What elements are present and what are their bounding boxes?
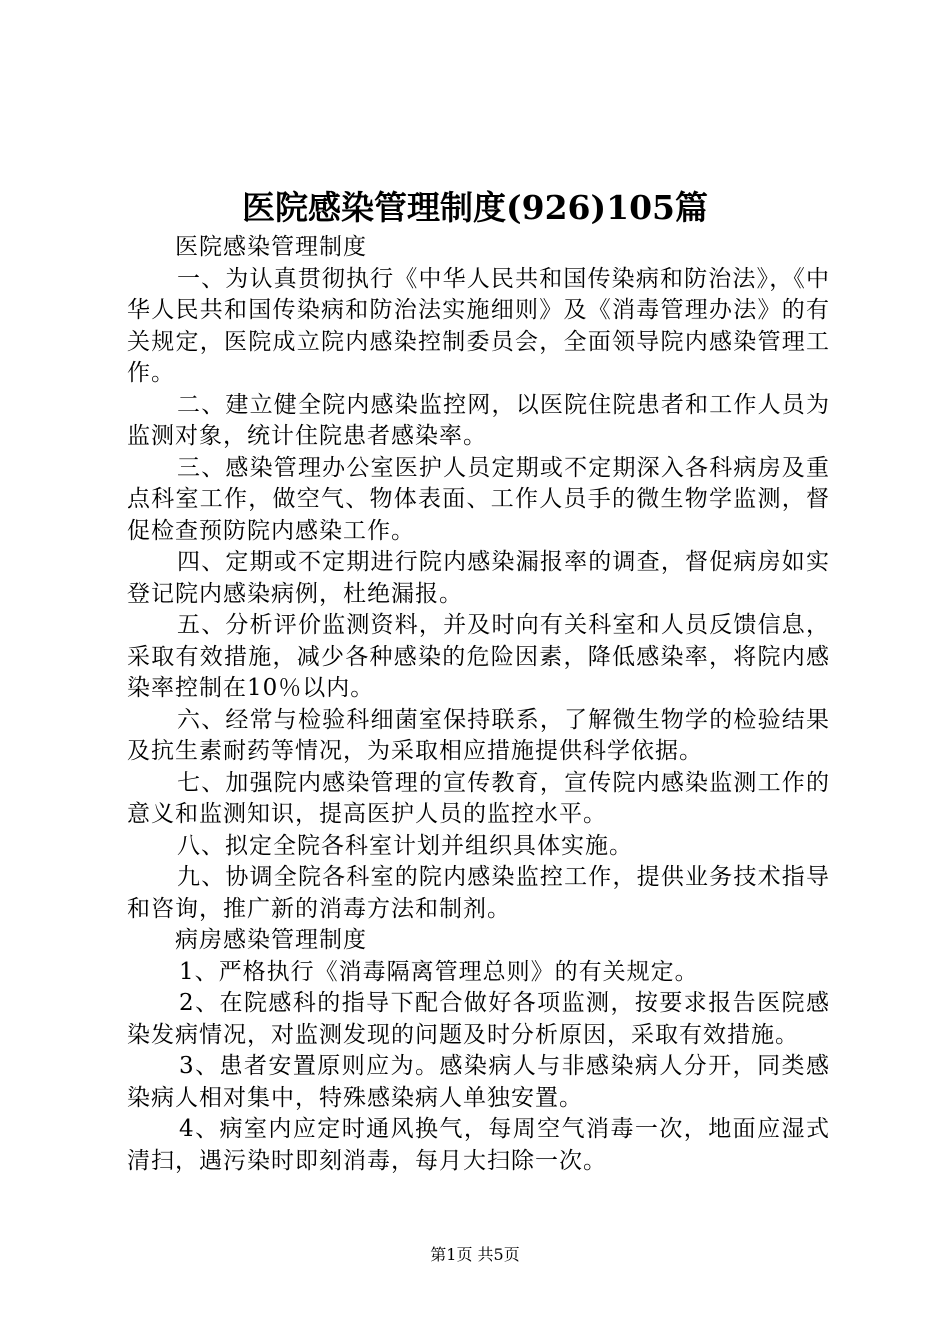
section-heading-ward: 病房感染管理制度 [175,927,367,953]
page-indicator: 第1页 共5页 [430,1245,520,1264]
paragraph-item-2: 二、建立健全院内感染监控网，以医院住院患者和工作人员为监测对象，统计住院患者感染率。 [127,391,830,449]
section-heading-hospital: 医院感染管理制度 [175,234,367,260]
document-body [127,232,830,1177]
paragraph-item-3: 三、感染管理办公室医护人员定期或不定期深入各科病房及重点科室工作，做空气、物体表面、工作人员手的微生物学监测，督促检查预防院内感染工作。 [127,454,830,544]
document-title: 医院感染管理制度(926)105篇 [242,188,708,227]
paragraph-rule-1: 1、严格执行《消毒隔离管理总则》的有关规定。 [179,958,699,985]
paragraph-item-9: 九、协调全院各科室的院内感染监控工作，提供业务技术指导和咨询，推广新的消毒方法和制剂。 [127,864,830,922]
paragraph-item-4: 四、定期或不定期进行院内感染漏报率的调查，督促病房如实登记院内感染病例，杜绝漏报。 [127,549,830,607]
paragraph-item-6: 六、经常与检验科细菌室保持联系，了解微生物学的检验结果及抗生素耐药等情况，为采取相应措施提供科学依据。 [127,706,830,764]
paragraph-rule-3: 3、患者安置原则应为。感染病人与非感染病人分开，同类感染病人相对集中，特殊感染病人单独安置。 [127,1053,830,1111]
paragraph-rule-4: 4、病室内应定时通风换气，每周空气消毒一次，地面应湿式清扫，遇污染时即刻消毒，每月大扫除一次。 [127,1116,830,1174]
paragraph-rule-2: 2、在院感科的指导下配合做好各项监测，按要求报告医院感染发病情况，对监测发现的问题及时分析原因，采取有效措施。 [127,990,830,1048]
paragraph-item-5: 五、分析评价监测资料，并及时向有关科室和人员反馈信息，采取有效措施，减少各种感染的危险因素，降低感染率，将院内感染率控制在10％以内。 [127,612,830,701]
paragraph-item-1: 一、为认真贯彻执行《中华人民共和国传染病和防治法》，《中华人民共和国传染病和防治法实施细则》及《消毒管理办法》的有关规定，医院成立院内感染控制委员会，全面领导院内感染管理工作。 [127,265,830,386]
paragraph-item-7: 七、加强院内感染管理的宣传教育，宣传院内感染监测工作的意义和监测知识，提高医护人员的监控水平。 [127,769,830,827]
paragraph-item-8: 八、拟定全院各科室计划并组织具体实施。 [177,832,633,859]
